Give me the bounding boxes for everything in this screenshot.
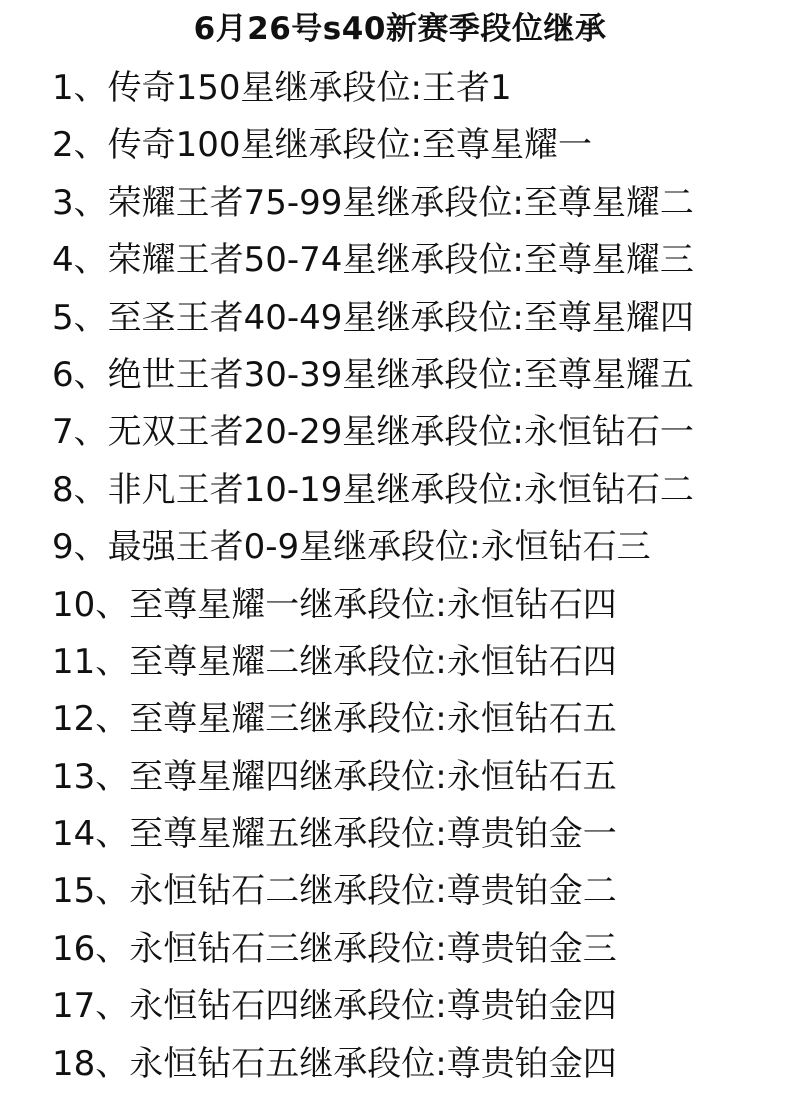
- list-item: 17、永恒钻石四继承段位:尊贵铂金四: [52, 986, 617, 1027]
- list-item: 5、至圣王者40-49星继承段位:至尊星耀四: [52, 297, 694, 338]
- list-item: 10、至尊星耀一继承段位:永恒钻石四: [52, 584, 617, 625]
- list-item: 16、永恒钻石三继承段位:尊贵铂金三: [52, 928, 617, 969]
- rank-inheritance-list: [52, 60, 792, 1093]
- list-item: 15、永恒钻石二继承段位:尊贵铂金二: [52, 871, 617, 912]
- list-item: 11、至尊星耀二继承段位:永恒钻石四: [52, 641, 617, 682]
- list-item: 3、荣耀王者75-99星继承段位:至尊星耀二: [52, 182, 694, 223]
- list-item: 18、永恒钻石五继承段位:尊贵铂金四: [52, 1043, 617, 1084]
- list-item: 13、至尊星耀四继承段位:永恒钻石五: [52, 756, 617, 797]
- list-item: 6、绝世王者30-39星继承段位:至尊星耀五: [52, 354, 694, 395]
- list-item: 1、传奇150星继承段位:王者1: [52, 68, 512, 108]
- list-item: 4、荣耀王者50-74星继承段位:至尊星耀三: [52, 240, 694, 281]
- page-title: 6月26号s40新赛季段位继承: [193, 11, 607, 47]
- list-item: 14、至尊星耀五继承段位:尊贵铂金一: [52, 814, 617, 855]
- list-item: 7、无双王者20-29星继承段位:永恒钻石一: [52, 412, 694, 453]
- list-item: 12、至尊星耀三继承段位:永恒钻石五: [52, 699, 617, 740]
- list-item: 8、非凡王者10-19星继承段位:永恒钻石二: [52, 469, 694, 510]
- list-item: 2、传奇100星继承段位:至尊星耀一: [52, 125, 592, 166]
- list-item: 9、最强王者0-9星继承段位:永恒钻石三: [52, 527, 651, 568]
